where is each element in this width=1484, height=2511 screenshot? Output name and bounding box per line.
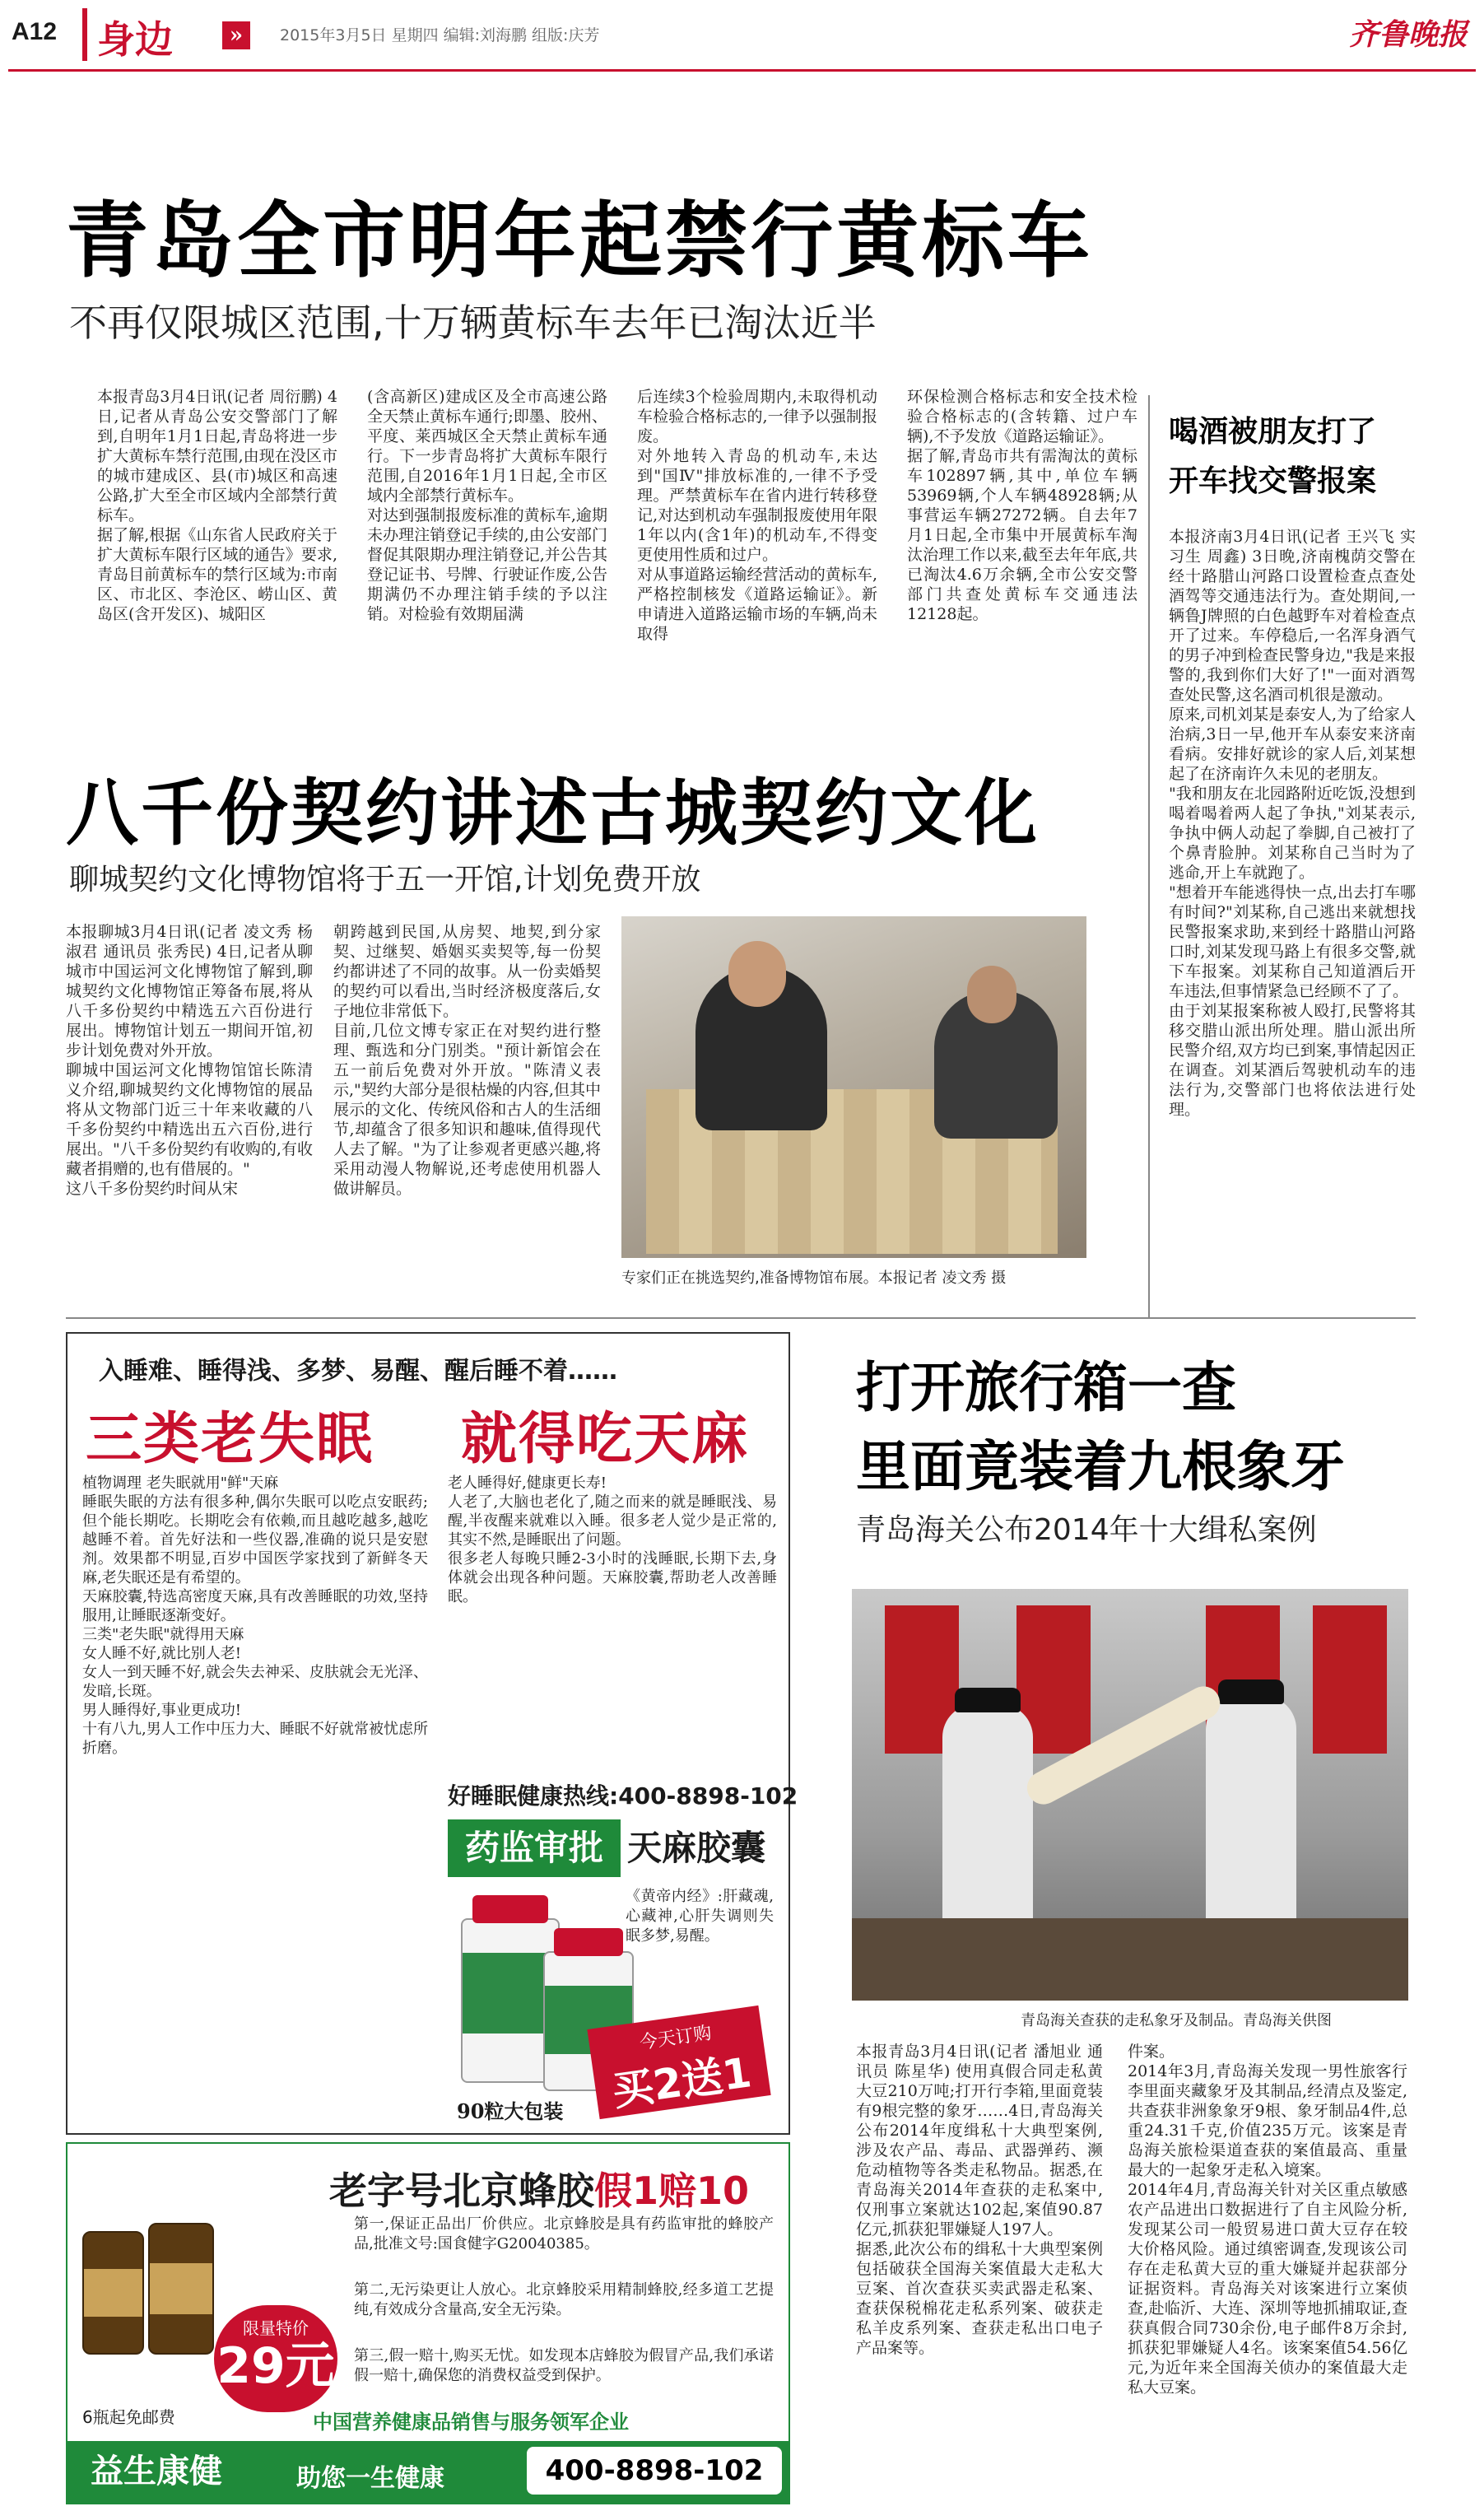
- page-number: A12: [12, 18, 58, 45]
- story1-column-1: 本报青岛3月4日讯(记者 周衍鹏) 4日,记者从青岛公安交警部门了解到,自明年1月1日起,青岛将进一步扩大黄标车禁行范围,由现在没区市的城市建成区、县(市)城区和高速公路,扩大至全市区域内全部禁行黄标车。 据了解,根据《山东省人民政府关于扩大黄标车限行区域的通告》要求,青岛目前黄标车的禁行区域为:市南区、市北区、李沧区、崂山区、黄岛区(含开发区)、城阳区: [97, 388, 337, 623]
- ad1-headline-left: 三类老失眠: [86, 1407, 374, 1472]
- ad1-body-left: 植物调理 老失眠就用"鲜"天麻 睡眠失眠的方法有很多种,偶尔失眠可以吃点安眠药;但个能长期吃。长期吃会有依赖,而且越吃越多,越吃越睡不着。首先好法和一些仪器,准确的说只是安慰剂。效果都不明显,百岁中国医学家找到了新鲜冬天麻,老失眠还是有希望的。 天麻胶囊,特选高密度天麻,具有改善睡眠的功效,坚持服用,让睡眠逐渐变好。 三类"老失眠"就得用天麻 女人睡不好,就比别人老! 女人一到天睡不好,就会失去神采、皮肤就会无光泽、发暗,长斑。 男人睡得好,事业更成功! 十有八九,男人工作中压力大、睡眠不好就常被忧虑所折磨。: [82, 1474, 428, 1757]
- approval-badge: 药监审批: [448, 1819, 621, 1877]
- ad1-product-title: [448, 1819, 777, 1877]
- ad2-tagline: 中国营养健康品销售与服务领军企业: [313, 2411, 629, 2434]
- brand-slogan: 助您一生健康: [296, 2464, 444, 2493]
- section-divider: [66, 1317, 1416, 1319]
- header-meta: 2015年3月5日 星期四 编辑:刘海鹏 组版:庆芳: [280, 26, 600, 44]
- brand-logo: 益生康健: [91, 2453, 222, 2490]
- sidebar-headline-line2: 开车找交警报案: [1169, 464, 1377, 498]
- shipping-note: 6瓶起免邮费: [82, 2407, 175, 2427]
- story4-subheadline: 青岛海关公布2014年十大缉私案例: [856, 1513, 1317, 1547]
- contract-experts-photo: [621, 916, 1086, 1258]
- story1-column-3: 后连续3个检验周期内,未取得机动车检验合格标志的,一律予以强制报废。 对外地转入青岛的机动车,未达到"国Ⅳ"排放标准的,一律不予受理。严禁黄标车在省内进行转移登记,对达到机动车强制报废使用年限1年以内(含1年)的机动车,不得变更使用性质和过户。 对从事道路运输经营活动的黄标车,严格控制核发《道路运输证》。新申请进入道路运输市场的车辆,尚未取得: [637, 388, 877, 643]
- ad1-headline-right: 就得吃天麻: [461, 1407, 750, 1472]
- header-divider: [8, 69, 1476, 72]
- package-size: 90粒大包装: [457, 2099, 564, 2123]
- price-badge: [214, 2305, 337, 2412]
- sidebar-body: 本报济南3月4日讯(记者 王兴飞 实习生 周鑫) 3日晚,济南槐荫交警在经十路腊山河路口设置检查点查处酒驾等交通违法行为。查处期间,一辆鲁J牌照的白色越野车对着检查点开了过来。车停稳后,一名浑身酒气的男子冲到检查民警身边,"我是来报警的,我到你们大好了!"一面对酒驾查处民警,这名酒司机很是激动。 原来,司机刘某是泰安人,为了给家人治病,3日一早,他开车从泰安来济南看病。安排好就诊的家人后,刘某想起了在济南许久未见的老朋友。 "我和朋友在北园路附近吃饭,没想到喝着喝着两人起了争执,"刘某表示,争执中俩人动起了拳脚,自己被打了个鼻青脸肿。刘某称自己当时为了逃命,开上车就跑了。 "想着开车能逃得快一点,出去打车哪有时间?"刘某称,自己逃出来就想找民警报案求助,来到经十路腊山河路口时,刘某发现马路上有很多交警,就下车报案。刘某称自己知道酒后开车违法,但事情紧急已经顾不了了。 由于刘某报案称被人殴打,民警将其移交腊山派出所处理。腊山派出所民警介绍,双方均已到案,事情起因正在调查。刘某酒后驾驶机动车的违法行为,交警部门也将依法进行处理。: [1169, 528, 1416, 1119]
- ad2-point-3: 第三,假一赔十,购买无忧。如发现本店蜂胶为假冒产品,我们承诺假一赔十,确保您的消费权益受到保护。: [354, 2347, 774, 2384]
- price-value: 29元: [216, 2337, 335, 2395]
- ad2-point-1: 第一,保证正品出厂价供应。北京蜂胶是具有药监审批的蜂胶产品,批准文号:国食健字G20040385。: [354, 2215, 774, 2252]
- ad1-tagline: 入睡难、睡得浅、多梦、易醒、醒后睡不着……: [99, 1357, 617, 1386]
- story4-headline-line1: 打开旅行箱一查: [856, 1356, 1236, 1419]
- story1-headline: 青岛全市明年起禁行黄标车: [66, 193, 1093, 289]
- ad2-headline: [329, 2161, 749, 2215]
- sidebar-divider: [1148, 395, 1150, 1317]
- ad2-headline-highlight: 假1赔10: [594, 2169, 750, 2213]
- sidebar-headline-line1: 喝酒被朋友打了: [1169, 415, 1377, 449]
- product-description: 《黄帝内经》:肝藏魂,心藏神,心肝失调则失眠多梦,易醒。: [626, 1888, 774, 1945]
- ad2-headline-prefix: 老字号北京蜂胶: [329, 2169, 594, 2213]
- story1-subheadline: 不再仅限城区范围,十万辆黄标车去年已淘汰近半: [69, 300, 877, 345]
- story4-headline-line2: 里面竟装着九根象牙: [856, 1435, 1345, 1498]
- section-name: 身边: [97, 17, 173, 62]
- ad2-phone: 400-8898-102: [527, 2447, 782, 2495]
- photo2-caption: 青岛海关查获的走私象牙及制品。青岛海关供图: [1021, 2012, 1332, 2029]
- story2-subheadline: 聊城契约文化博物馆将于五一开馆,计划免费开放: [69, 863, 701, 897]
- price-label: 限量特价: [243, 2318, 309, 2338]
- ad1-hotline: 好睡眠健康热线:400-8898-102: [448, 1782, 798, 1810]
- ivory-seizure-photo: [852, 1589, 1408, 2001]
- story2-column-2: 朝跨越到民国,从房契、地契,到分家契、过继契、婚姻买卖契等,每一份契约都讲述了不同的故事。从一份卖婚契的契约可以看出,当时经济极度落后,女子地位非常低下。 目前,几位文博专家正在对契约进行整理、甄选和分门别类。"预计新馆会在五一前后免费对外开放。"陈清义表示,"契约大部分是很枯燥的内容,但其中展示的文化、传统风俗和古人的生活细节,却蕴含了很多知识和趣味,值得现代人去了解。"为了让参观者更感兴趣,将采用动漫人物解说,还考虑使用机器人做讲解员。: [333, 923, 601, 1198]
- story2-column-1: 本报聊城3月4日讯(记者 凌文秀 杨淑君 通讯员 张秀民) 4日,记者从聊城市中国运河文化博物馆了解到,聊城契约文化博物馆正筹备布展,将从八千多份契约中精选五六百份进行展出。博物馆计划五一期间开馆,初步计划免费对外开放。 聊城中国运河文化博物馆馆长陈清义介绍,聊城契约文化博物馆的展品将从文物部门近三十年来收藏的八千多份契约中精选出五六百份,进行展出。"八千多份契约有收购的,有收藏者捐赠的,也有借展的。" 这八千多份契约时间从宋: [66, 923, 313, 1198]
- masthead-logo: 齐鲁晚报: [1348, 17, 1468, 52]
- ad2-point-2: 第二,无污染更让人放心。北京蜂胶采用精制蜂胶,经多道工艺提纯,有效成分含量高,安全无污染。: [354, 2281, 774, 2318]
- ad1-body-right: 老人睡得好,健康更长寿! 人老了,大脑也老化了,随之而来的就是睡眠浅、易醒,半夜醒来就难以入睡。很多老人觉少是正常的,其实不然,是睡眠出了问题。 很多老人每晚只睡2-3小时的浅睡眠,长期下去,身体就会出现各种问题。天麻胶囊,帮助老人改善睡眠。: [448, 1474, 777, 1605]
- product-name: 天麻胶囊: [627, 1828, 766, 1868]
- offer-main: 买2送1: [609, 2048, 755, 2116]
- jar-image: [82, 2206, 222, 2371]
- photo1-caption: 专家们正在挑选契约,准备博物馆布展。本报记者 凌文秀 摄: [621, 1269, 1007, 1287]
- story4-column-2: 件案。 2014年3月,青岛海关发现一男性旅客行李里面夹藏象牙及其制品,经清点及鉴定,共查获非洲象象牙9根、象牙制品4件,总重24.31千克,价值235万元。该案是青岛海关旅检渠道查获的案值最高、重量最大的一起象牙走私入境案。 2014年4月,青岛海关针对关区重点敏感农产品进出口数据进行了自主风险分析,发现某公司一般贸易进口黄大豆存在较大价格风险。通过缜密调查,发现该公司存在走私黄大豆的重大嫌疑并起获部分证据资料。青岛海关对该案进行立案侦查,赴临沂、大连、深圳等地抓捕取证,查获真假合同730余份,电子邮件8万余封,抓获犯罪嫌疑人4名。该案案值54.56亿元,为近年来全国海关侦办的案值最大走私大豆案。: [1128, 2043, 1407, 2397]
- offer-top: 今天订购: [638, 2023, 714, 2054]
- chevron-right-icon: »: [222, 21, 250, 49]
- story4-column-1: 本报青岛3月4日讯(记者 潘旭业 通讯员 陈星华) 使用真假合同走私黄大豆210万吨;打开行李箱,里面竟装有9根完整的象牙……4日,青岛海关公布2014年度缉私十大典型案例,涉及农产品、毒品、武器弹药、濒危动植物等各类走私物品。据悉,在青岛海关2014年查获的走私案中,仅刑事立案就达102起,案值90.87亿元,抓获犯罪嫌疑人197人。 据悉,此次公布的缉私十大典型案例包括破获全国海关案值最大走私大豆案、首次查获买卖武器走私案、查获保税棉花走私系列案、破获走私羊皮系列案、查获走私出口电子产品案等。: [856, 2043, 1103, 2357]
- story1-column-4: 环保检测合格标志和安全技术检验合格标志的(含转籍、过户车辆),不予发放《道路运输证》。 据了解,青岛市共有需淘汰的黄标车102897辆,其中,单位车辆53969辆,个人车辆48928辆;从事营运车辆27272辆。自去年7月1日起,全市集中开展黄标车淘汰治理工作以来,截至去年年底,共已淘汰4.6万余辆,全市公安交警部门共查处黄标车交通违法12128起。: [907, 388, 1137, 623]
- story2-headline: 八千份契约讲述古城契约文化: [66, 771, 1040, 855]
- story1-column-2: (含高新区)建成区及全市高速公路全天禁止黄标车通行;即墨、胶州、平度、莱西城区全天禁止黄标车通行。下一步青岛将扩大黄标车限行范围,自2016年1月1日起,全市区域内全部禁行黄标车。 对达到强制报废标准的黄标车,逾期未办理注销登记手续的,由公安部门督促其限期办理注销登记,并公告其登记证书、号牌、行驶证作废,公告期满仍不办理注销手续的予以注销。对检验有效期届满: [367, 388, 607, 623]
